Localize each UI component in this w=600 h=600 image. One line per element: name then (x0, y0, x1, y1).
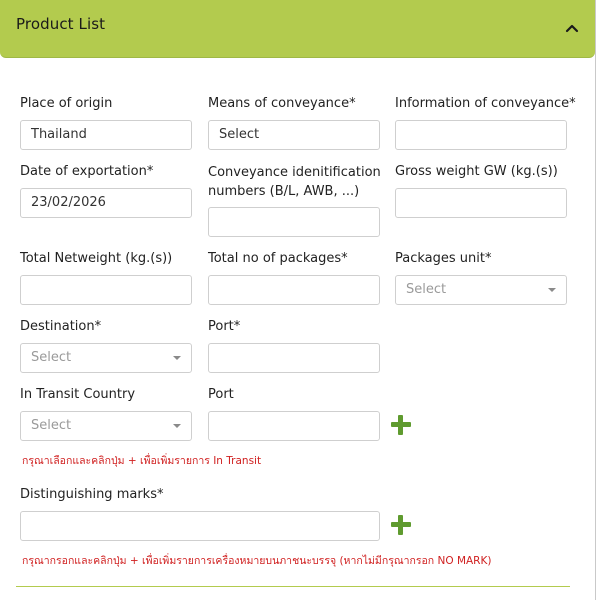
means-of-conveyance-select[interactable]: Select (208, 120, 380, 150)
packages-unit-placeholder: Select (406, 282, 447, 297)
destination-placeholder: Select (31, 350, 72, 365)
gross-weight-label: Gross weight GW (kg.(s)) (395, 164, 558, 179)
chevron-up-icon[interactable] (562, 20, 582, 36)
distinguishing-marks-label: Distinguishing marks* (20, 487, 164, 502)
transit-port-label: Port (208, 387, 234, 402)
transit-hint: กรุณาเลือกและคลิกปุ่ม + เพื่อเพิ่มรายการ In Transit (22, 455, 262, 467)
conveyance-identification-label: Conveyance idenitification numbers (B/L, AWB, ...) (208, 165, 381, 199)
conveyance-identification-input[interactable] (208, 207, 380, 237)
caret-down-icon (173, 356, 181, 360)
packages-unit-select[interactable] (395, 275, 567, 305)
port-input[interactable] (208, 343, 380, 373)
add-transit-button[interactable] (390, 414, 412, 436)
gross-weight-input[interactable] (395, 188, 567, 218)
information-of-conveyance-label: Information of conveyance* (395, 96, 576, 111)
date-of-exportation-label: Date of exportation* (20, 164, 154, 179)
section-divider (16, 586, 570, 587)
means-of-conveyance-label: Means of conveyance* (208, 96, 356, 111)
destination-select[interactable] (20, 343, 192, 373)
in-transit-country-label: In Transit Country (20, 387, 136, 402)
caret-down-icon (173, 424, 181, 428)
place-of-origin-input[interactable]: Thailand (20, 120, 192, 150)
transit-port-input[interactable] (208, 411, 380, 441)
distinguishing-marks-input[interactable] (20, 511, 380, 541)
total-packages-input[interactable] (208, 275, 380, 305)
in-transit-country-placeholder: Select (31, 418, 72, 433)
caret-down-icon (548, 288, 556, 292)
add-marks-button[interactable] (390, 514, 412, 536)
total-packages-label: Total no of packages* (208, 251, 348, 266)
marks-hint: กรุณากรอกและคลิกปุ่ม + เพื่อเพิ่มรายการเครื่องหมายบนภาชนะบรรจุ (หากไม่มีกรุณากรอก NO MARK) (22, 555, 492, 567)
plus-icon-stem (398, 515, 403, 535)
date-of-exportation-input[interactable]: 23/02/2026 (20, 188, 192, 218)
place-of-origin-label: Place of origin (20, 96, 113, 111)
in-transit-country-select[interactable] (20, 411, 192, 441)
information-of-conveyance-input[interactable] (395, 120, 567, 150)
plus-icon-stem (398, 415, 403, 435)
panel-title: Product List (16, 15, 106, 33)
panel-header[interactable] (0, 0, 595, 58)
destination-label: Destination* (20, 319, 102, 334)
total-netweight-label: Total Netweight (kg.(s)) (20, 251, 173, 266)
packages-unit-label: Packages unit* (395, 251, 492, 266)
total-netweight-input[interactable] (20, 275, 192, 305)
port-label: Port* (208, 319, 241, 334)
